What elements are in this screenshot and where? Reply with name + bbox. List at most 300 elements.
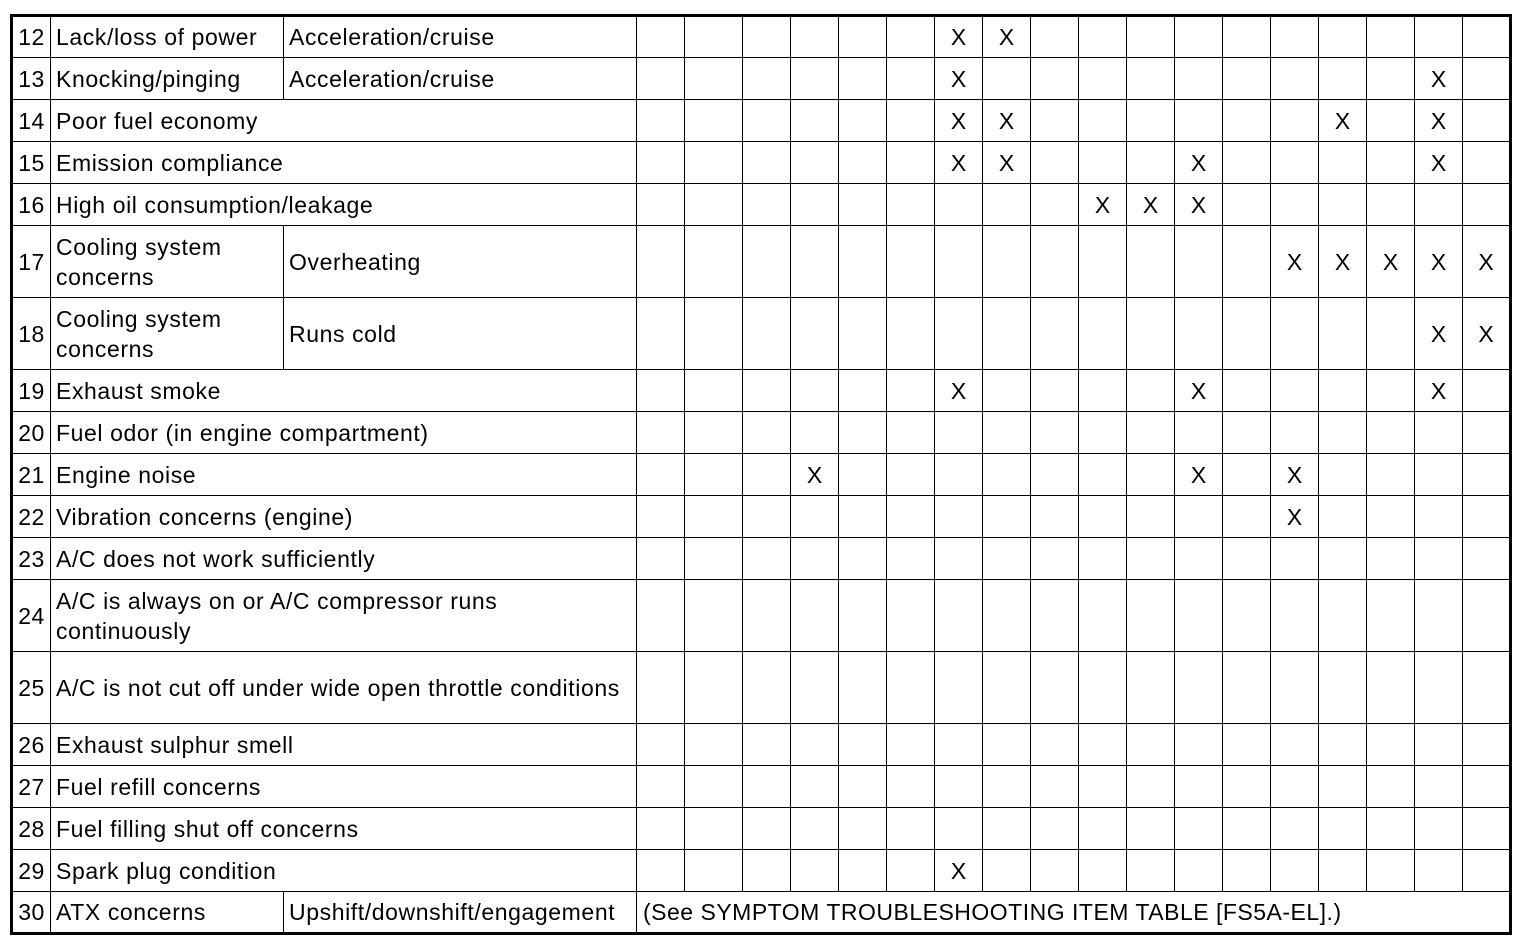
check-cell — [1079, 808, 1127, 850]
check-cell — [1127, 580, 1175, 652]
check-cell — [1271, 184, 1319, 226]
check-cell — [887, 412, 935, 454]
check-cell — [1175, 226, 1223, 298]
symptom-table — [10, 14, 1512, 935]
symptom-cell: Emission compliance — [51, 142, 637, 184]
check-cell — [1271, 850, 1319, 892]
check-cell — [1319, 724, 1367, 766]
table-row — [12, 16, 1511, 58]
check-cell — [637, 142, 685, 184]
check-cell — [935, 412, 983, 454]
check-cell — [1031, 58, 1079, 100]
check-cell — [983, 298, 1031, 370]
check-cell — [637, 58, 685, 100]
check-cell — [1031, 850, 1079, 892]
check-cell — [1175, 850, 1223, 892]
check-cell — [1415, 808, 1463, 850]
row-number: 21 — [12, 454, 51, 496]
check-cell — [887, 766, 935, 808]
check-cell — [887, 724, 935, 766]
check-cell — [1415, 850, 1463, 892]
check-cell — [1127, 16, 1175, 58]
check-cell — [935, 496, 983, 538]
check-cell — [1415, 454, 1463, 496]
check-mark: X — [983, 100, 1031, 142]
check-cell — [637, 298, 685, 370]
check-cell — [839, 58, 887, 100]
check-cell — [791, 808, 839, 850]
check-cell — [685, 142, 743, 184]
check-cell — [1175, 496, 1223, 538]
check-cell — [1175, 58, 1223, 100]
check-cell — [1223, 580, 1271, 652]
check-cell — [637, 808, 685, 850]
check-cell — [743, 298, 791, 370]
check-mark: X — [935, 58, 983, 100]
check-cell — [839, 850, 887, 892]
check-cell — [839, 370, 887, 412]
row-number: 19 — [12, 370, 51, 412]
check-cell — [1271, 412, 1319, 454]
check-mark: X — [1463, 298, 1511, 370]
check-cell — [1223, 538, 1271, 580]
check-mark: X — [1415, 100, 1463, 142]
check-cell — [1415, 496, 1463, 538]
check-cell — [1127, 100, 1175, 142]
symptom-cell: Knocking/pinging — [51, 58, 284, 100]
check-cell — [685, 496, 743, 538]
check-cell — [887, 370, 935, 412]
symptom-cell: ATX concerns — [51, 892, 284, 934]
table-row — [12, 724, 1511, 766]
symptom-cell: A/C does not work sufficiently — [51, 538, 637, 580]
check-cell — [637, 100, 685, 142]
check-cell — [791, 184, 839, 226]
check-cell — [983, 496, 1031, 538]
check-mark: X — [1463, 226, 1511, 298]
check-mark: X — [1415, 142, 1463, 184]
check-cell — [1175, 298, 1223, 370]
check-cell — [685, 538, 743, 580]
check-cell — [887, 184, 935, 226]
check-cell — [1463, 454, 1511, 496]
check-cell — [935, 808, 983, 850]
check-cell — [685, 454, 743, 496]
check-cell — [983, 808, 1031, 850]
symptom-cell: Engine noise — [51, 454, 637, 496]
check-cell — [1319, 16, 1367, 58]
check-cell — [791, 370, 839, 412]
check-cell — [1367, 652, 1415, 724]
table-row — [12, 142, 1511, 184]
check-cell — [887, 808, 935, 850]
row-number: 29 — [12, 850, 51, 892]
check-cell — [685, 16, 743, 58]
check-cell — [685, 580, 743, 652]
check-cell — [1127, 412, 1175, 454]
check-cell — [887, 850, 935, 892]
check-cell — [1079, 538, 1127, 580]
check-cell — [1079, 58, 1127, 100]
row-number: 15 — [12, 142, 51, 184]
check-mark: X — [1319, 100, 1367, 142]
check-cell — [887, 652, 935, 724]
check-cell — [1367, 766, 1415, 808]
check-cell — [1463, 652, 1511, 724]
check-cell — [839, 766, 887, 808]
row-number: 14 — [12, 100, 51, 142]
check-cell — [1079, 412, 1127, 454]
check-cell — [1031, 100, 1079, 142]
condition-cell: Runs cold — [284, 298, 637, 370]
row-number: 24 — [12, 580, 51, 652]
row-number: 26 — [12, 724, 51, 766]
check-cell — [1079, 298, 1127, 370]
check-cell — [1319, 58, 1367, 100]
check-cell — [743, 58, 791, 100]
check-cell — [1367, 298, 1415, 370]
check-cell — [1319, 412, 1367, 454]
check-cell — [935, 298, 983, 370]
check-cell — [1079, 454, 1127, 496]
check-cell — [1223, 766, 1271, 808]
check-mark: X — [1079, 184, 1127, 226]
symptom-cell: Fuel refill concerns — [51, 766, 637, 808]
table-row — [12, 580, 1511, 652]
check-cell — [983, 850, 1031, 892]
check-mark: X — [1415, 298, 1463, 370]
check-cell — [839, 142, 887, 184]
check-cell — [1079, 496, 1127, 538]
check-cell — [1415, 766, 1463, 808]
check-cell — [1175, 652, 1223, 724]
table-row — [12, 58, 1511, 100]
check-cell — [1175, 580, 1223, 652]
check-cell — [1223, 412, 1271, 454]
check-cell — [1367, 580, 1415, 652]
check-cell — [1319, 298, 1367, 370]
check-cell — [1031, 454, 1079, 496]
table-row — [12, 766, 1511, 808]
check-cell — [1463, 100, 1511, 142]
check-mark: X — [935, 850, 983, 892]
row-number: 12 — [12, 16, 51, 58]
check-cell — [839, 184, 887, 226]
check-cell — [935, 454, 983, 496]
check-cell — [887, 580, 935, 652]
check-cell — [839, 538, 887, 580]
check-cell — [1271, 298, 1319, 370]
check-cell — [1463, 142, 1511, 184]
check-cell — [887, 454, 935, 496]
check-cell — [1463, 496, 1511, 538]
check-mark: X — [935, 16, 983, 58]
check-cell — [637, 184, 685, 226]
check-cell — [1367, 184, 1415, 226]
check-cell — [1127, 766, 1175, 808]
check-cell — [1127, 370, 1175, 412]
check-mark: X — [1127, 184, 1175, 226]
check-cell — [983, 724, 1031, 766]
check-cell — [1223, 142, 1271, 184]
check-cell — [839, 496, 887, 538]
check-cell — [1079, 142, 1127, 184]
check-cell — [685, 100, 743, 142]
check-cell — [1127, 652, 1175, 724]
check-cell — [791, 850, 839, 892]
check-cell — [791, 766, 839, 808]
check-cell — [1031, 142, 1079, 184]
check-cell — [983, 412, 1031, 454]
check-cell — [637, 652, 685, 724]
check-cell — [791, 100, 839, 142]
check-cell — [1031, 496, 1079, 538]
check-cell — [743, 142, 791, 184]
check-cell — [1367, 808, 1415, 850]
check-cell — [983, 538, 1031, 580]
symptom-cell: Poor fuel economy — [51, 100, 637, 142]
check-cell — [1367, 370, 1415, 412]
check-cell — [1463, 538, 1511, 580]
check-cell — [1271, 370, 1319, 412]
check-cell — [685, 724, 743, 766]
check-cell — [791, 16, 839, 58]
check-cell — [685, 850, 743, 892]
check-cell — [1367, 58, 1415, 100]
check-cell — [1223, 58, 1271, 100]
condition-cell: Acceleration/cruise — [284, 58, 637, 100]
check-cell — [791, 412, 839, 454]
check-cell — [1079, 226, 1127, 298]
check-cell — [1223, 496, 1271, 538]
check-cell — [1319, 652, 1367, 724]
check-mark: X — [1319, 226, 1367, 298]
check-cell — [1271, 58, 1319, 100]
check-cell — [935, 766, 983, 808]
check-cell — [685, 766, 743, 808]
check-cell — [743, 496, 791, 538]
check-cell — [839, 808, 887, 850]
table-row — [12, 298, 1511, 370]
cross-reference-note: (See SYMPTOM TROUBLESHOOTING ITEM TABLE [FS5A-EL].) — [637, 892, 1511, 934]
check-cell — [887, 538, 935, 580]
check-cell — [983, 226, 1031, 298]
symptom-cell: Fuel odor (in engine compartment) — [51, 412, 637, 454]
check-mark: X — [1175, 370, 1223, 412]
check-cell — [637, 454, 685, 496]
check-cell — [1031, 298, 1079, 370]
check-cell — [935, 580, 983, 652]
check-cell — [743, 454, 791, 496]
check-cell — [887, 16, 935, 58]
check-cell — [1223, 16, 1271, 58]
check-cell — [791, 298, 839, 370]
check-cell — [1175, 724, 1223, 766]
check-cell — [1223, 226, 1271, 298]
row-number: 13 — [12, 58, 51, 100]
check-cell — [637, 580, 685, 652]
table-row — [12, 538, 1511, 580]
check-cell — [839, 580, 887, 652]
check-mark: X — [1271, 226, 1319, 298]
row-number: 27 — [12, 766, 51, 808]
check-cell — [1415, 652, 1463, 724]
check-cell — [1319, 142, 1367, 184]
check-cell — [791, 580, 839, 652]
check-cell — [1175, 538, 1223, 580]
symptom-cell: Vibration concerns (engine) — [51, 496, 637, 538]
check-cell — [1463, 766, 1511, 808]
check-cell — [1223, 100, 1271, 142]
check-cell — [1415, 184, 1463, 226]
check-cell — [1463, 58, 1511, 100]
symptom-cell: Fuel filling shut off concerns — [51, 808, 637, 850]
check-mark: X — [1175, 142, 1223, 184]
condition-cell: Acceleration/cruise — [284, 16, 637, 58]
check-cell — [1319, 808, 1367, 850]
check-cell — [685, 58, 743, 100]
check-cell — [1127, 496, 1175, 538]
check-cell — [1223, 850, 1271, 892]
check-cell — [1223, 184, 1271, 226]
check-cell — [1223, 652, 1271, 724]
check-cell — [1415, 412, 1463, 454]
check-cell — [1031, 808, 1079, 850]
check-cell — [1031, 580, 1079, 652]
row-number: 18 — [12, 298, 51, 370]
check-cell — [685, 298, 743, 370]
check-cell — [1175, 100, 1223, 142]
table-row — [12, 226, 1511, 298]
check-cell — [1079, 16, 1127, 58]
check-cell — [1271, 808, 1319, 850]
symptom-cell: Cooling system concerns — [51, 226, 284, 298]
check-cell — [743, 652, 791, 724]
check-cell — [839, 16, 887, 58]
check-cell — [685, 226, 743, 298]
check-mark: X — [1415, 58, 1463, 100]
check-cell — [983, 58, 1031, 100]
check-cell — [935, 184, 983, 226]
check-cell — [743, 184, 791, 226]
check-cell — [1031, 184, 1079, 226]
check-cell — [1367, 412, 1415, 454]
check-cell — [1367, 850, 1415, 892]
check-cell — [1271, 652, 1319, 724]
check-cell — [1367, 100, 1415, 142]
condition-cell: Upshift/downshift/engagement — [284, 892, 637, 934]
check-cell — [1415, 580, 1463, 652]
check-cell — [637, 370, 685, 412]
row-number: 25 — [12, 652, 51, 724]
check-cell — [743, 226, 791, 298]
check-cell — [1223, 808, 1271, 850]
check-cell — [1367, 142, 1415, 184]
symptom-troubleshooting-matrix — [10, 14, 1512, 935]
check-cell — [1031, 538, 1079, 580]
check-cell — [791, 58, 839, 100]
check-cell — [1031, 724, 1079, 766]
check-cell — [637, 16, 685, 58]
check-cell — [935, 226, 983, 298]
check-cell — [1271, 142, 1319, 184]
row-number: 23 — [12, 538, 51, 580]
check-cell — [1463, 412, 1511, 454]
check-cell — [743, 808, 791, 850]
check-cell — [839, 298, 887, 370]
check-cell — [983, 454, 1031, 496]
check-cell — [839, 724, 887, 766]
table-row — [12, 370, 1511, 412]
check-cell — [1031, 766, 1079, 808]
symptom-cell: A/C is not cut off under wide open throttle conditions — [51, 652, 637, 724]
check-cell — [935, 538, 983, 580]
check-cell — [1415, 538, 1463, 580]
check-cell — [685, 808, 743, 850]
check-cell — [1463, 16, 1511, 58]
check-cell — [1271, 100, 1319, 142]
check-cell — [1271, 724, 1319, 766]
check-cell — [791, 724, 839, 766]
check-cell — [1463, 724, 1511, 766]
table-row — [12, 184, 1511, 226]
check-cell — [1319, 766, 1367, 808]
check-cell — [1175, 16, 1223, 58]
check-cell — [1319, 496, 1367, 538]
check-cell — [1367, 454, 1415, 496]
check-cell — [887, 142, 935, 184]
check-mark: X — [1175, 454, 1223, 496]
check-cell — [1175, 808, 1223, 850]
row-number: 22 — [12, 496, 51, 538]
symptom-cell: Cooling system concerns — [51, 298, 284, 370]
check-cell — [983, 370, 1031, 412]
check-cell — [983, 184, 1031, 226]
row-number: 16 — [12, 184, 51, 226]
check-mark: X — [935, 370, 983, 412]
check-cell — [743, 412, 791, 454]
check-cell — [791, 142, 839, 184]
check-cell — [637, 496, 685, 538]
check-cell — [1463, 370, 1511, 412]
check-cell — [935, 652, 983, 724]
table-row — [12, 454, 1511, 496]
check-cell — [1031, 652, 1079, 724]
check-cell — [839, 100, 887, 142]
check-cell — [637, 766, 685, 808]
check-cell — [887, 58, 935, 100]
check-cell — [685, 370, 743, 412]
check-cell — [983, 580, 1031, 652]
check-cell — [1271, 16, 1319, 58]
row-number: 17 — [12, 226, 51, 298]
row-number: 28 — [12, 808, 51, 850]
check-cell — [1319, 850, 1367, 892]
check-cell — [685, 412, 743, 454]
check-cell — [685, 652, 743, 724]
check-cell — [1127, 538, 1175, 580]
check-cell — [1079, 766, 1127, 808]
check-cell — [1367, 16, 1415, 58]
check-cell — [743, 16, 791, 58]
check-cell — [791, 652, 839, 724]
check-mark: X — [791, 454, 839, 496]
check-cell — [685, 184, 743, 226]
check-cell — [887, 226, 935, 298]
check-cell — [1031, 370, 1079, 412]
check-mark: X — [935, 100, 983, 142]
check-cell — [791, 226, 839, 298]
